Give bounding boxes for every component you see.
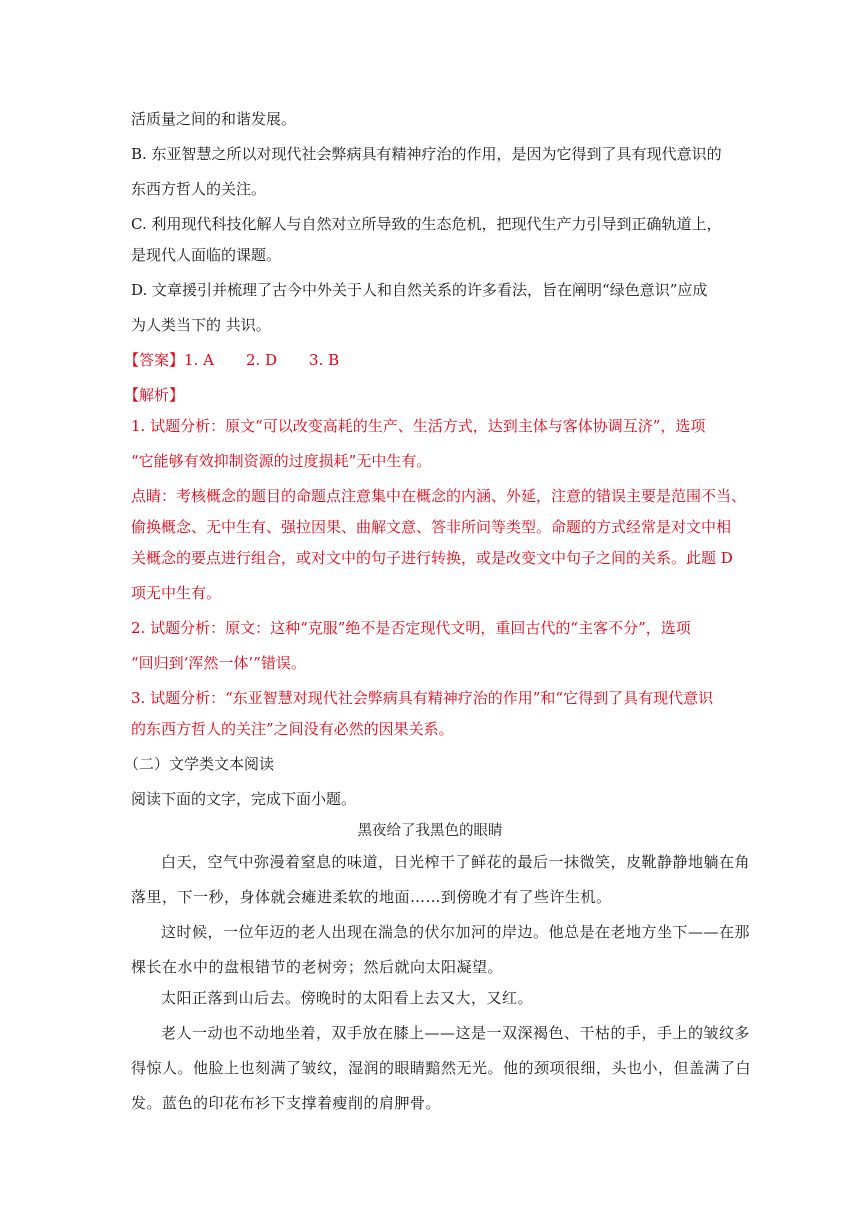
passage-p1-line-2: 落里，下一秒，身体就会瘫进柔软的地面……到傍晚才有了些许生机。	[131, 888, 612, 906]
option-d-line-1: D. 文章援引并梳理了古今中外关于人和自然关系的许多看法，旨在阐明“绿色意识”应成	[131, 281, 708, 299]
analysis-label: 【解析】	[124, 386, 185, 404]
section-instruction: 阅读下面的文字，完成下面小题。	[131, 790, 357, 808]
option-c-line-1: C. 利用现代科技化解人与自然对立所导致的生态危机，把现代生产力引导到正确轨道上，	[131, 215, 722, 233]
analysis-1-line-2: “它能够有效抑制资源的过度损耗”无中生有。	[131, 452, 432, 470]
passage-p2-line-2: 棵长在水中的盘根错节的老树旁；然后就向太阳凝望。	[131, 958, 504, 976]
answer-3: 3. B	[309, 351, 340, 369]
passage-p4-line-1: 老人一动也不动地坐着，双手放在膝上——这是一双深褐色、干枯的手，手上的皱纹多	[161, 1024, 751, 1042]
option-d-line-2: 为人类当下的 共识。	[131, 316, 271, 334]
passage-p1-line-1: 白天，空气中弥漫着窒息的味道，日光榨干了鲜花的最后一抹微笑，皮靴静静地躺在角	[161, 853, 751, 871]
passage-p4-line-2: 得惊人。他脸上也刻满了皱纹，湿润的眼睛黯然无光。他的颈项很细，头也小，但盖满了白	[131, 1059, 752, 1077]
analysis-2-line-1: 2. 试题分析：原文：这种“克服”绝不是否定现代文明，重回古代的“主客不分”，选项	[131, 619, 691, 637]
analysis-1-line-1: 1. 试题分析：原文“可以改变高耗的生产、生活方式，达到主体与客体协调互济”，选项	[131, 417, 706, 435]
note-line-4: 项无中生有。	[131, 584, 222, 602]
note-line-1: 点睛：考核概念的题目的命题点注意集中在概念的内涵、外延，注意的错误主要是范围不当、	[131, 487, 747, 505]
option-b-line-2: 东西方哲人的关注。	[131, 180, 267, 198]
passage-p2-line-1: 这时候，一位年迈的老人出现在湍急的伏尔加河的岸边。他总是在老地方坐下——在那	[161, 923, 751, 941]
passage-title: 黑夜给了我黑色的眼睛	[357, 823, 503, 839]
option-c-line-2: 是现代人面临的课题。	[131, 246, 282, 264]
analysis-3-line-2: 的东西方哲人的关注”之间没有必然的因果关系。	[131, 720, 454, 738]
section-heading: （二）文学类文本阅读	[124, 755, 275, 773]
analysis-3-line-1: 3. 试题分析：“东亚智慧对现代社会弊病具有精神疗治的作用”和“它得到了具有现代意识	[131, 689, 714, 707]
passage-p4-line-3: 发。蓝色的印花布衫下支撑着瘦削的肩胛骨。	[131, 1094, 442, 1112]
answer-2: 2. D	[245, 351, 278, 369]
answer-line	[124, 349, 724, 371]
answer-label: 【答案】	[124, 351, 185, 369]
note-line-2: 偷换概念、无中生有、强拉因果、曲解文意、答非所问等类型。命题的方式经常是对文中相	[131, 518, 732, 536]
option-b-line-1: B. 东亚智慧之所以对现代社会弊病具有精神疗治的作用，是因为它得到了具有现代意识的	[131, 145, 722, 163]
answer-1: 1. A	[184, 351, 214, 369]
note-line-3: 关概念的要点进行组合，或对文中的句子进行转换，或是改变文中句子之间的关系。此题 D	[131, 549, 733, 567]
analysis-2-line-2: “回归到‘浑然一体’”错误。	[131, 654, 306, 672]
passage-p3: 太阳正落到山后去。傍晚时的太阳看上去又大，又红。	[161, 989, 534, 1007]
option-a-continuation: 活质量之间的和谐发展。	[131, 110, 297, 128]
